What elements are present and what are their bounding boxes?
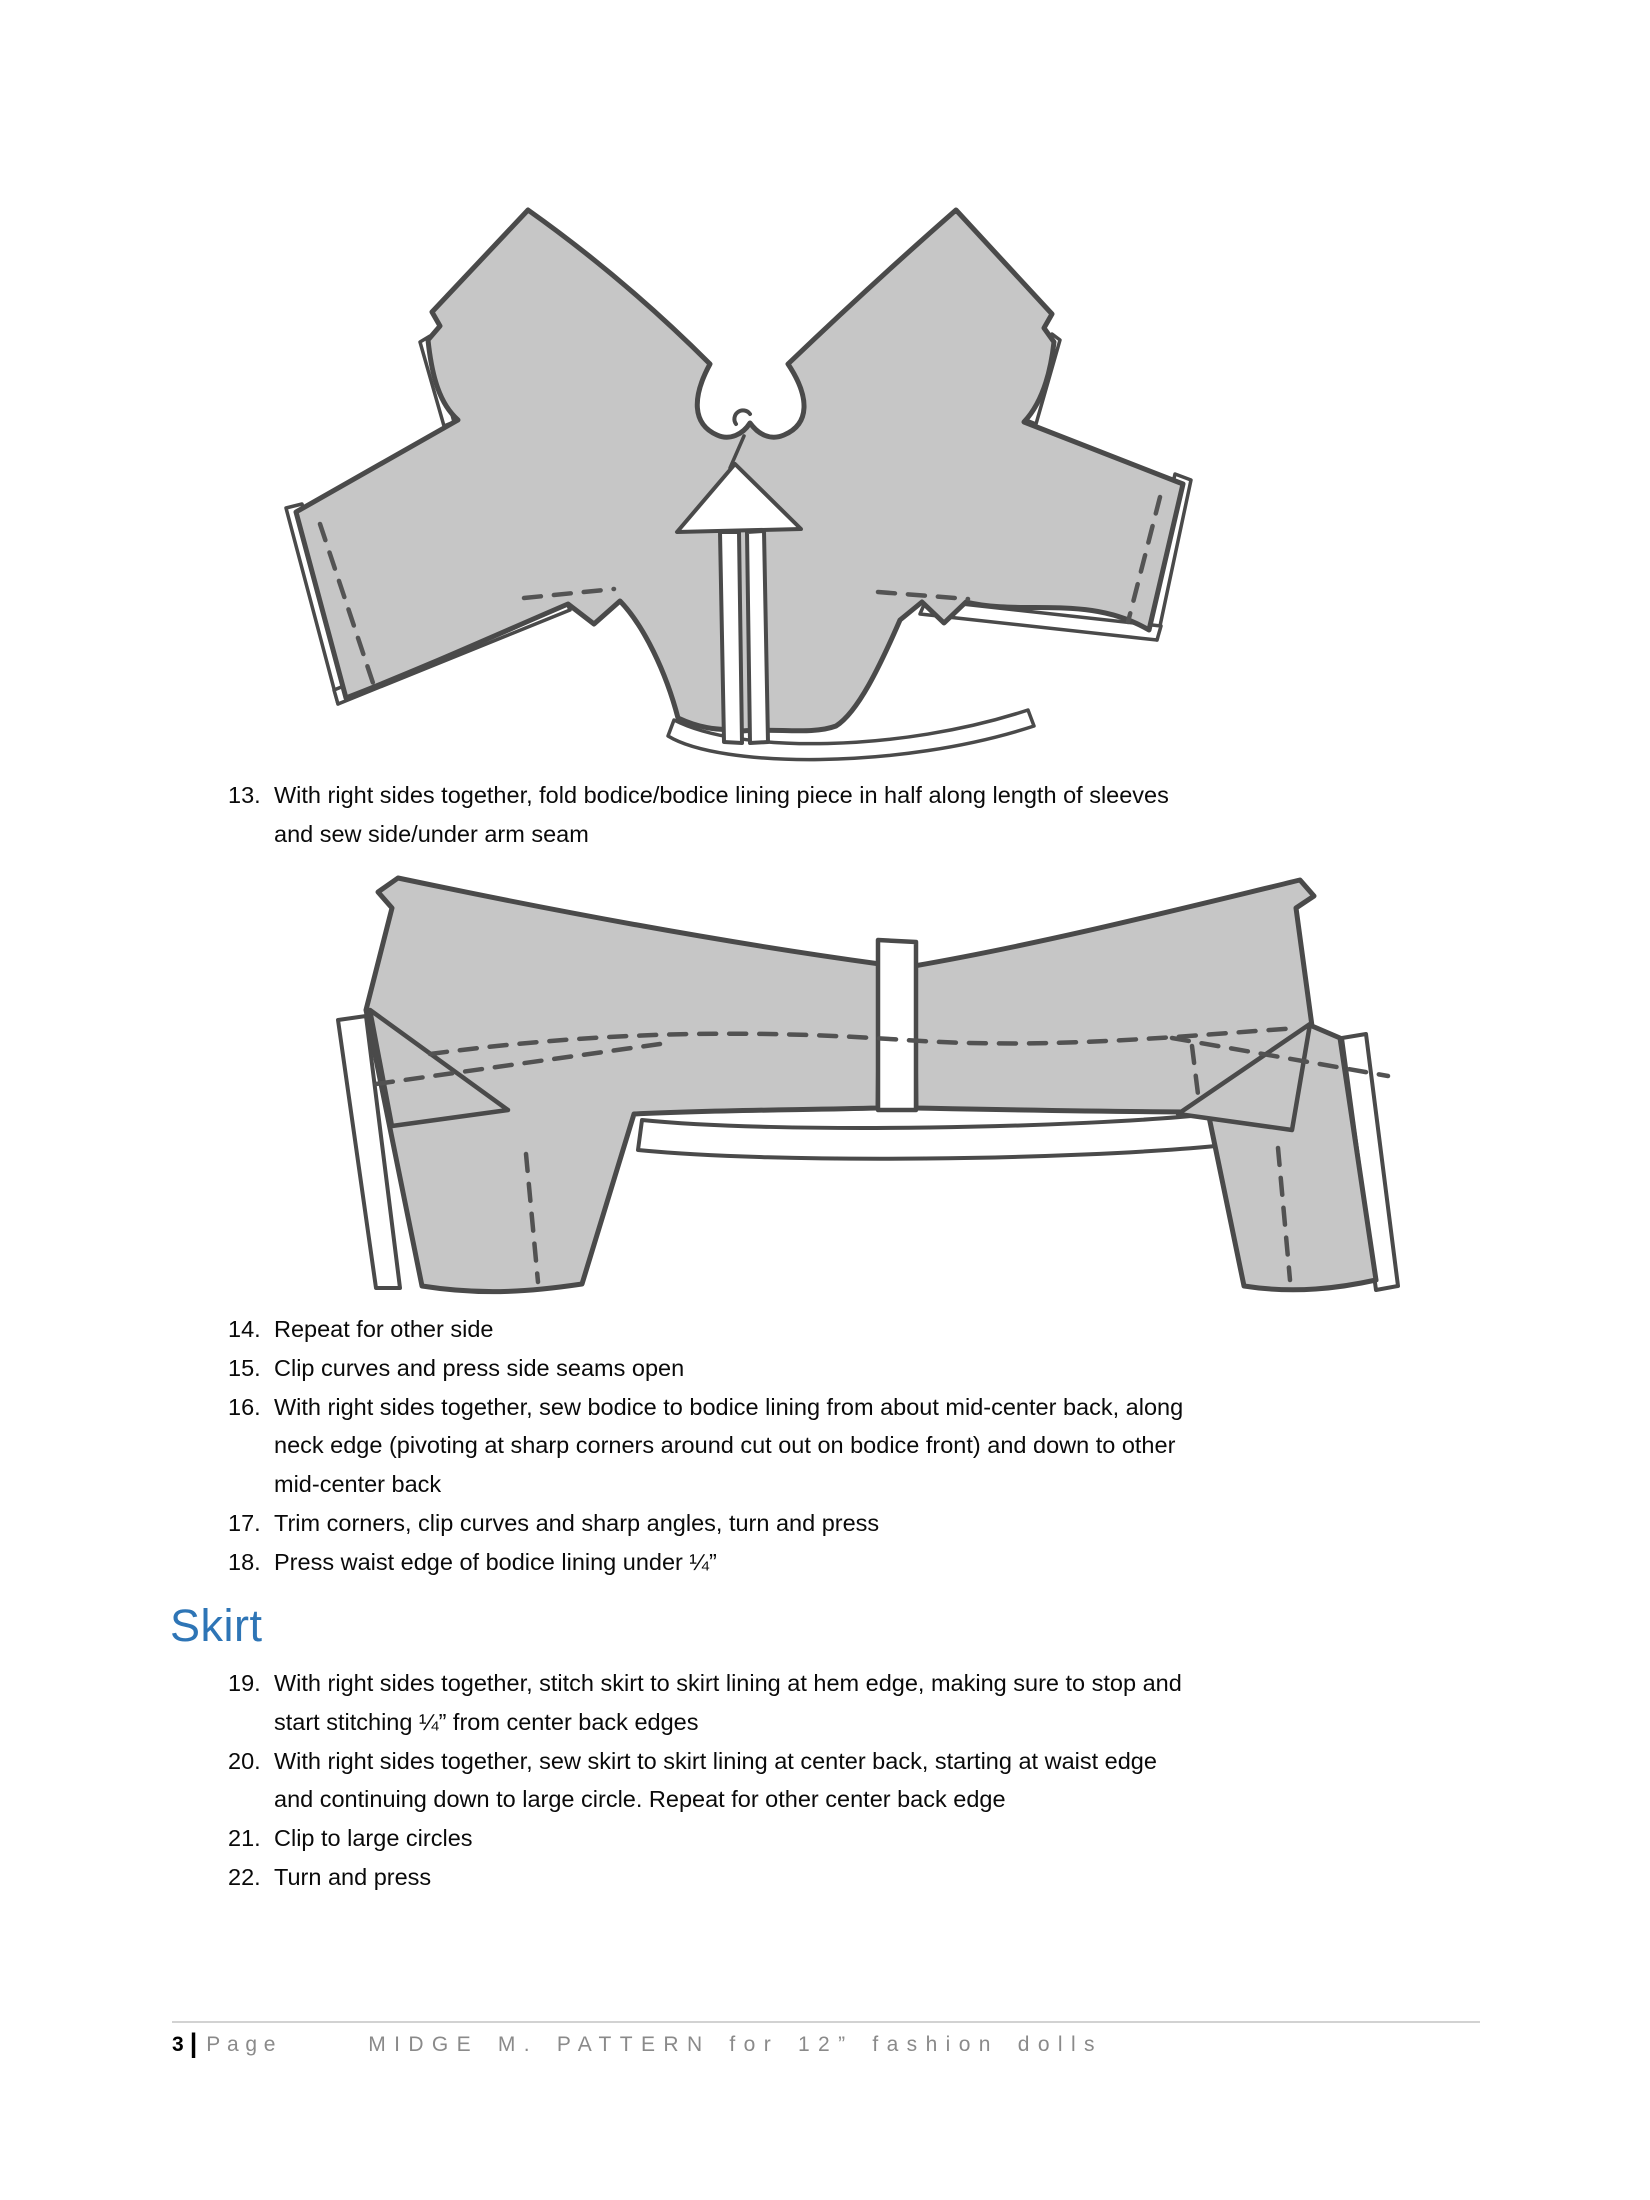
list-text-line: Clip to large circles: [274, 1825, 473, 1852]
list-text: [274, 1349, 684, 1388]
list-text: [274, 1819, 473, 1858]
footer-divider: [172, 2021, 1480, 2023]
list-number: 16.: [228, 1393, 261, 1420]
list-item: [228, 776, 1169, 854]
document-title: MIDGE M. PATTERN for 12” fashion dolls: [368, 2032, 1103, 2056]
list-number: 13.: [228, 782, 261, 808]
list-item: [228, 1349, 1183, 1388]
bodice-right-half: [914, 880, 1376, 1290]
center-back-strip: [878, 940, 916, 1110]
bodice-sewn-diagram: [280, 858, 1400, 1298]
list-text-line: With right sides together, sew skirt to skirt lining at center back, starting at waist edge: [274, 1747, 1157, 1774]
instruction-list-skirt: [228, 1664, 1182, 1897]
list-number: 15.: [228, 1354, 261, 1381]
list-text: [274, 1742, 1157, 1820]
list-text-line: start stitching ¼” from center back edges: [274, 1708, 699, 1735]
list-text-line: neck edge (pivoting at sharp corners around cut out on bodice front) and down to other: [274, 1432, 1176, 1459]
list-item: [228, 1819, 1182, 1858]
neck-curl: [734, 410, 750, 424]
list-number: 18.: [228, 1548, 261, 1575]
bodice-fold-diagram: [280, 152, 1200, 772]
list-text-line: Repeat for other side: [274, 1316, 494, 1342]
list-item: [228, 1858, 1182, 1897]
footer-separator: |: [189, 2028, 198, 2058]
list-text-line: With right sides together, fold bodice/bodice lining piece in half along length of sleeves: [274, 782, 1169, 808]
list-text-line: Press waist edge of bodice lining under ¼”: [274, 1548, 717, 1575]
list-number: 19.: [228, 1670, 261, 1696]
list-number: 14.: [228, 1316, 261, 1342]
list-text: [274, 1388, 1183, 1504]
list-number: 20.: [228, 1747, 261, 1774]
list-number: 17.: [228, 1509, 261, 1536]
list-text: [274, 776, 1169, 854]
list-text-line: With right sides together, stitch skirt to skirt lining at hem edge, making sure to stop and: [274, 1670, 1182, 1696]
list-text-line: With right sides together, sew bodice to bodice lining from about mid-center back, along: [274, 1393, 1184, 1420]
list-text-line: mid-center back: [274, 1471, 442, 1498]
instruction-list-bodice-fold: [228, 776, 1169, 854]
list-text: [274, 1504, 879, 1543]
list-text-line: and sew side/under arm seam: [274, 820, 589, 847]
page-number: 3: [172, 2032, 184, 2056]
list-item: [228, 1742, 1182, 1820]
list-number: 22.: [228, 1863, 261, 1890]
bodice-fold-illustration: [280, 152, 1200, 772]
list-item: [228, 1543, 1183, 1582]
list-text: [274, 1310, 493, 1349]
instruction-list-bodice: [228, 1310, 1183, 1582]
list-text: [274, 1858, 431, 1897]
list-text-line: Clip curves and press side seams open: [274, 1354, 685, 1381]
list-item: [228, 1504, 1183, 1543]
section-heading-skirt: Skirt: [170, 1600, 263, 1651]
page-footer: [172, 2028, 1103, 2058]
bodice-sewn-illustration: [280, 858, 1400, 1298]
list-item: [228, 1664, 1182, 1742]
list-text-line: and continuing down to large circle. Repeat for other center back edge: [274, 1786, 1006, 1813]
list-text-line: Turn and press: [274, 1863, 432, 1890]
list-item: [228, 1388, 1183, 1504]
list-text: [274, 1543, 717, 1582]
page-label: Page: [206, 2032, 283, 2056]
list-text: [274, 1664, 1182, 1742]
list-item: [228, 1310, 1183, 1349]
list-text-line: Trim corners, clip curves and sharp angles, turn and press: [274, 1509, 880, 1536]
list-number: 21.: [228, 1825, 261, 1852]
